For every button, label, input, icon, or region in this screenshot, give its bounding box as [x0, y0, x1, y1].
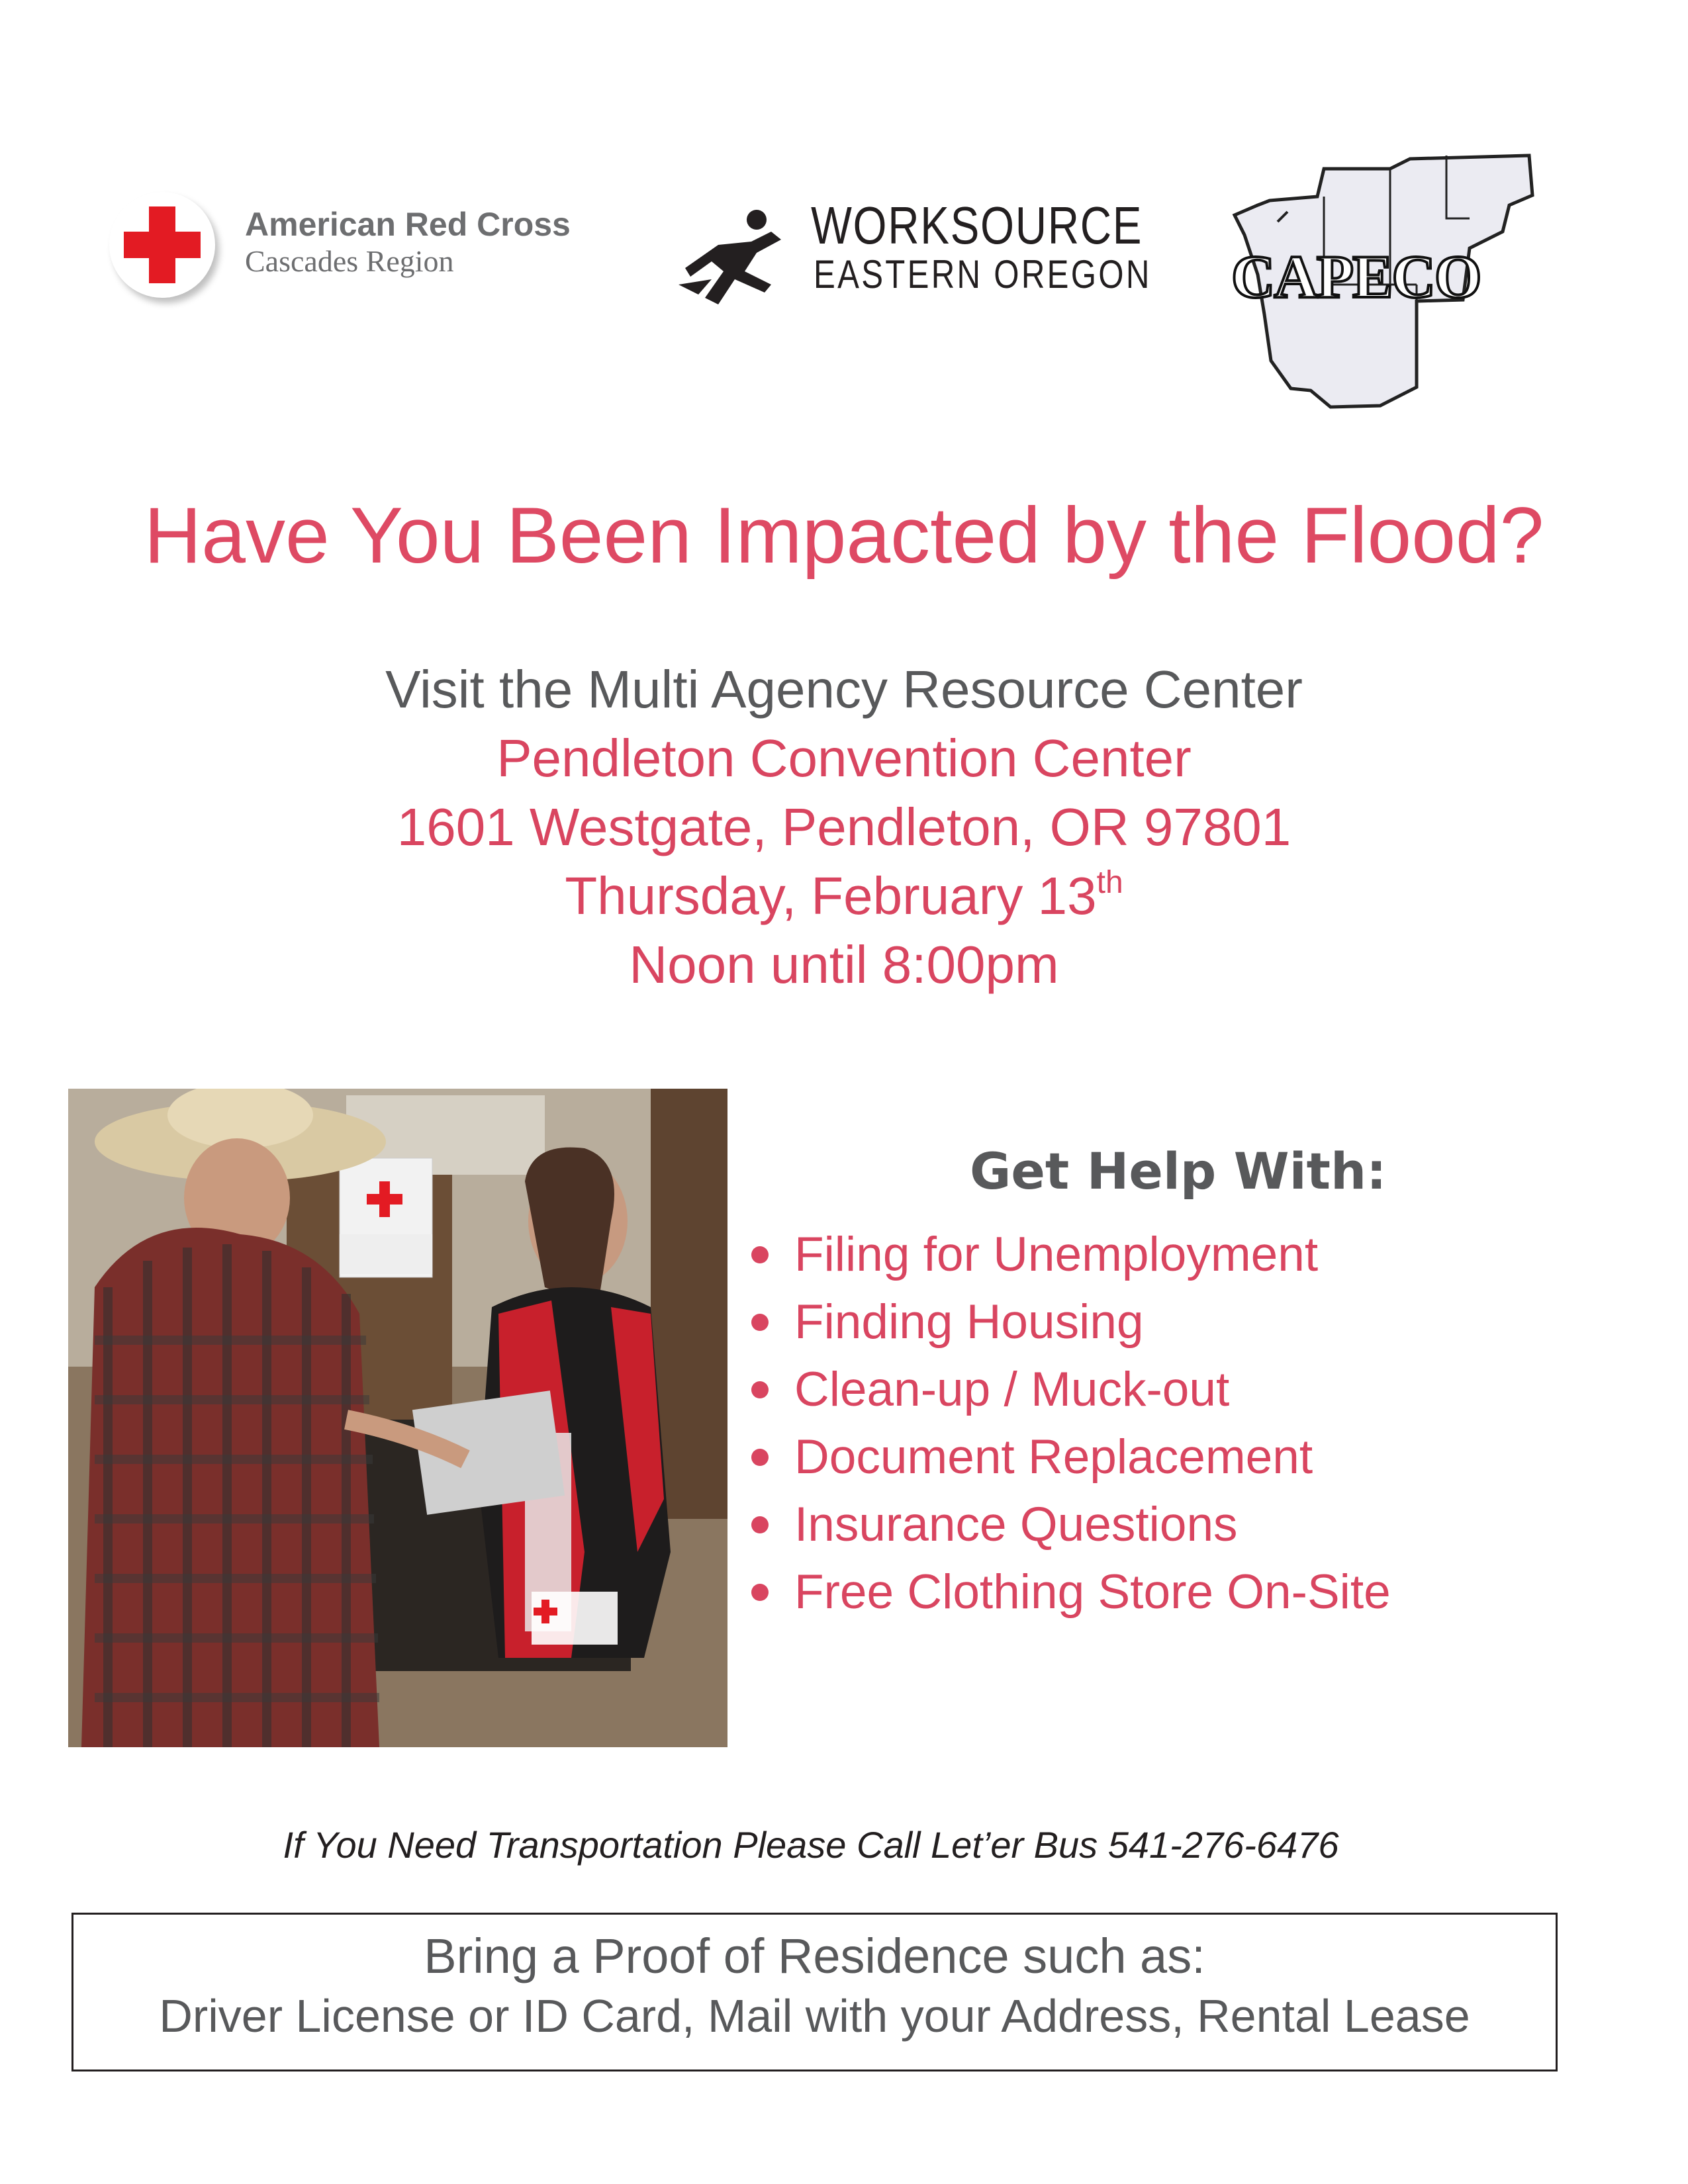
help-item-label: Insurance Questions	[794, 1498, 1238, 1551]
help-item	[745, 1289, 1391, 1356]
bullet-icon	[751, 1584, 769, 1601]
venue-date	[0, 862, 1688, 931]
proof-of-residence-box	[71, 1913, 1558, 2071]
volunteer-photo	[68, 1089, 727, 1747]
bullet-icon	[751, 1246, 769, 1263]
help-list	[745, 1221, 1391, 1626]
help-item-label: Finding Housing	[794, 1295, 1144, 1349]
help-item	[745, 1356, 1391, 1424]
help-item	[745, 1559, 1391, 1626]
bullet-icon	[751, 1516, 769, 1533]
venue-hours: Noon until 8:00pm	[629, 935, 1059, 994]
help-title: Get Help With:	[970, 1142, 1387, 1201]
help-item	[745, 1424, 1391, 1491]
venue-address: 1601 Westgate, Pendleton, OR 97801	[397, 797, 1291, 856]
bullet-icon	[751, 1449, 769, 1466]
venue-block	[0, 655, 1688, 999]
running-person-icon	[672, 205, 804, 311]
photo-illustration	[68, 1089, 727, 1747]
headline: Have You Been Impacted by the Flood?	[144, 491, 1544, 580]
proof-title: Bring a Proof of Residence such as:	[424, 1929, 1205, 1983]
venue-date-text: Thursday, February 13	[565, 866, 1097, 925]
red-cross-icon	[109, 192, 215, 298]
capeco-logo	[1218, 142, 1536, 427]
red-cross-region: Cascades Region	[245, 244, 454, 278]
worksource-region: EASTERN OREGON	[814, 252, 1152, 296]
help-item-label: Free Clothing Store On-Site	[794, 1565, 1391, 1619]
help-item	[745, 1491, 1391, 1559]
worksource-name: WORKSOURCE	[811, 196, 1143, 255]
help-item	[745, 1221, 1391, 1289]
venue-intro: Visit the Multi Agency Resource Center	[385, 660, 1303, 719]
help-item-label: Clean-up / Muck-out	[794, 1363, 1230, 1416]
american-red-cross-logo	[109, 192, 626, 311]
help-item-label: Filing for Unemployment	[794, 1228, 1319, 1281]
help-item-label: Document Replacement	[794, 1430, 1313, 1484]
proof-detail: Driver License or ID Card, Mail with your Address, Rental Lease	[159, 1990, 1470, 2042]
red-cross-name: American Red Cross	[245, 206, 571, 243]
capeco-name: CAPECO	[1231, 243, 1481, 310]
venue-date-suffix: th	[1096, 865, 1123, 900]
venue-name: Pendleton Convention Center	[496, 729, 1192, 788]
bullet-icon	[751, 1381, 769, 1398]
transportation-note: If You Need Transportation Please Call Let’er Bus 541-276-6476	[283, 1824, 1339, 1866]
bullet-icon	[751, 1314, 769, 1331]
worksource-logo	[672, 192, 1152, 311]
